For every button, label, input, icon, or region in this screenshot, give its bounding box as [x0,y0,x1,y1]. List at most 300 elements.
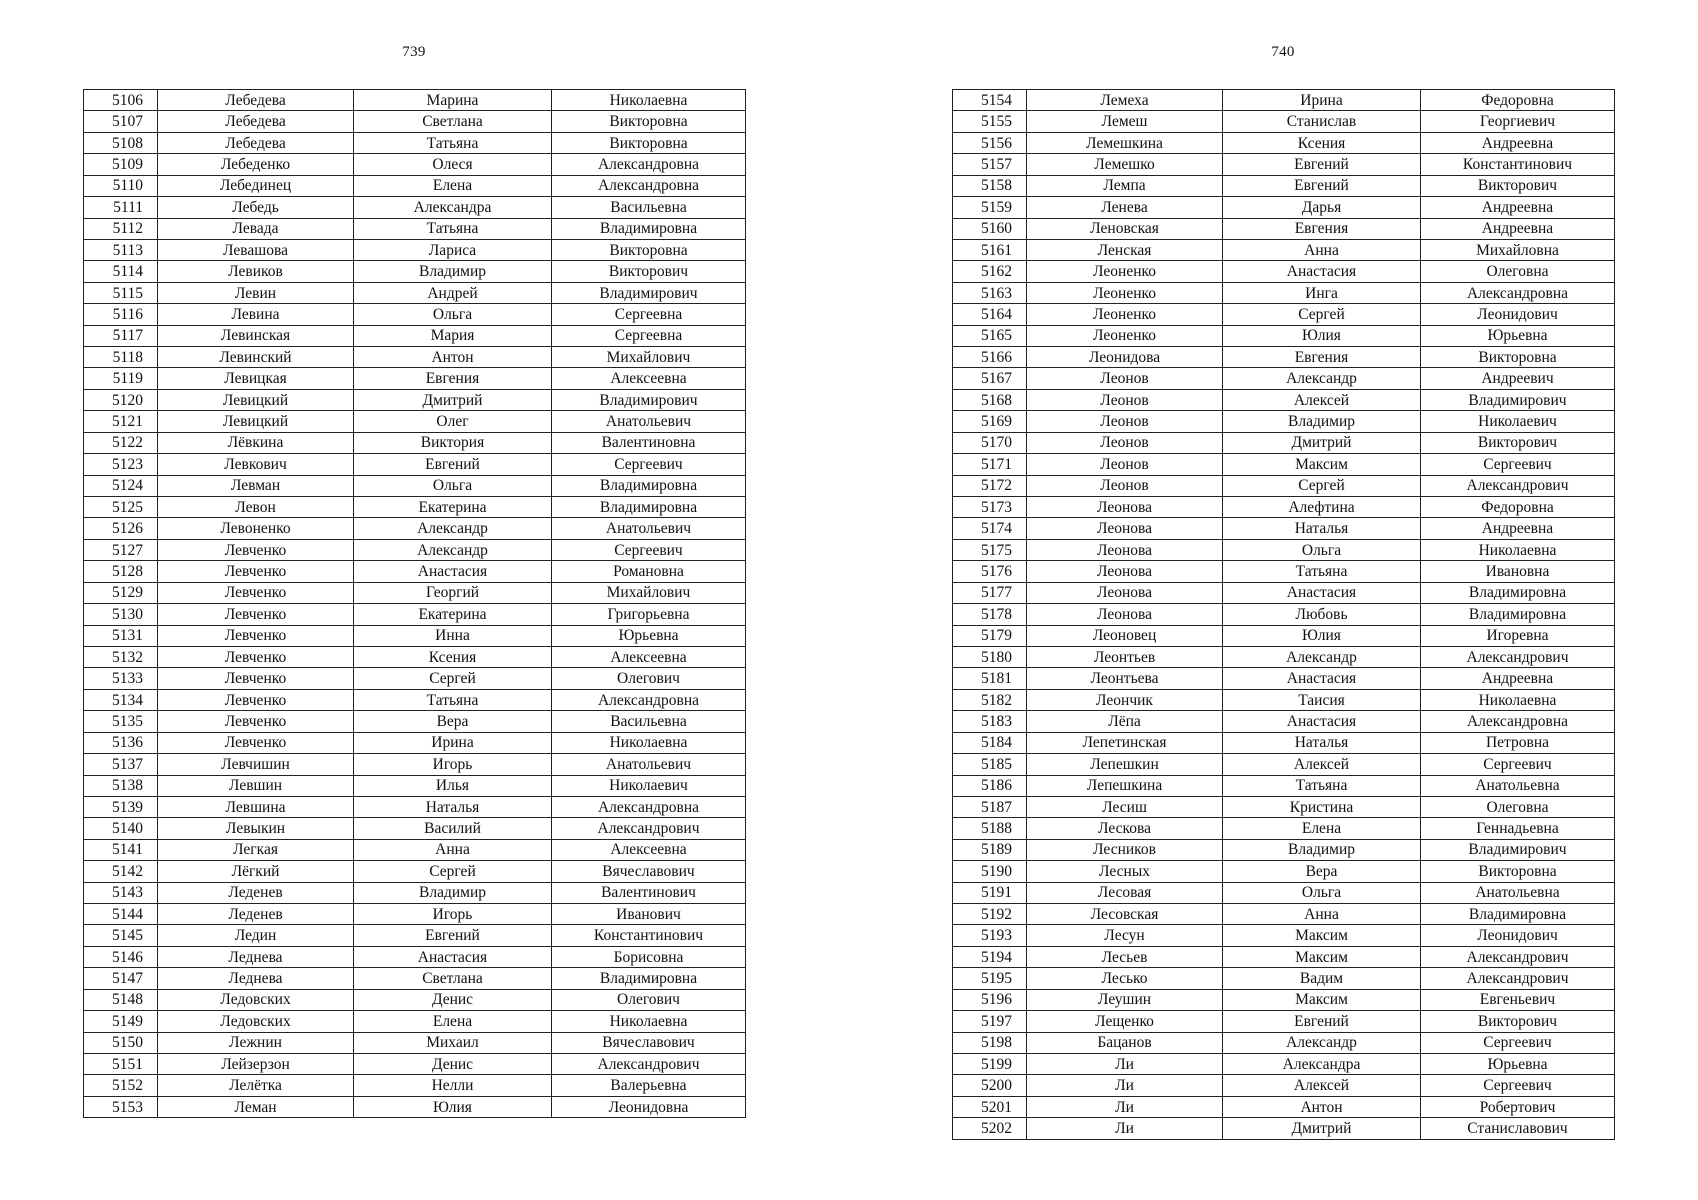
table-row [84,347,746,368]
patronymic-cell: Викторович [1421,1011,1615,1032]
row-number-cell: 5200 [953,1075,1027,1096]
patronymic-cell: Николаевна [552,732,746,753]
table-row [84,625,746,646]
first-name-cell: Александр [1223,1032,1421,1053]
first-name-cell: Евгения [354,368,552,389]
table-row [953,668,1615,689]
first-name-cell: Александр [354,539,552,560]
surname-cell: Лепетинская [1027,732,1223,753]
first-name-cell: Максим [1223,989,1421,1010]
page-number: 739 [402,44,426,60]
first-name-cell: Евгений [354,925,552,946]
table-row [84,1075,746,1096]
surname-cell: Лесовская [1027,904,1223,925]
patronymic-cell: Сергеевич [552,454,746,475]
first-name-cell: Василий [354,818,552,839]
surname-cell: Лейзерзон [158,1053,354,1074]
surname-cell: Лёвкина [158,432,354,453]
table-row [84,1096,746,1117]
surname-cell: Лепешкина [1027,775,1223,796]
table-row [84,239,746,260]
first-name-cell: Инна [354,625,552,646]
row-number-cell: 5154 [953,90,1027,111]
table-row [84,132,746,153]
patronymic-cell: Михайлович [552,582,746,603]
patronymic-cell: Валерьевна [552,1075,746,1096]
surname-cell: Лесников [1027,839,1223,860]
surname-cell: Леончик [1027,689,1223,710]
table-row [953,539,1615,560]
row-number-cell: 5167 [953,368,1027,389]
surname-cell: Леонова [1027,604,1223,625]
surname-cell: Лежнин [158,1032,354,1053]
surname-cell: Лёпа [1027,711,1223,732]
table-row [953,582,1615,603]
row-number-cell: 5157 [953,154,1027,175]
table-row [953,839,1615,860]
patronymic-cell: Михайлович [552,347,746,368]
table-row [84,968,746,989]
row-number-cell: 5179 [953,625,1027,646]
row-number-cell: 5199 [953,1053,1027,1074]
table-row [84,711,746,732]
table-row [84,1011,746,1032]
patronymic-cell: Владимирович [1421,839,1615,860]
patronymic-cell: Викторовна [552,239,746,260]
surname-cell: Лесько [1027,968,1223,989]
first-name-cell: Илья [354,775,552,796]
row-number-cell: 5168 [953,389,1027,410]
surname-cell: Левченко [158,561,354,582]
first-name-cell: Станислав [1223,111,1421,132]
first-name-cell: Татьяна [1223,775,1421,796]
patronymic-cell: Сергеевич [1421,454,1615,475]
table-row [953,175,1615,196]
first-name-cell: Михаил [354,1032,552,1053]
table-row [953,1032,1615,1053]
patronymic-cell: Олегович [552,668,746,689]
surname-cell: Лебединец [158,175,354,196]
patronymic-cell: Алексеевна [552,646,746,667]
patronymic-cell: Андреевна [1421,668,1615,689]
surname-cell: Легкая [158,839,354,860]
first-name-cell: Александр [1223,646,1421,667]
first-name-cell: Вадим [1223,968,1421,989]
table-row [953,1011,1615,1032]
row-number-cell: 5160 [953,218,1027,239]
table-row [84,861,746,882]
surname-cell: Левшина [158,796,354,817]
first-name-cell: Татьяна [354,218,552,239]
row-number-cell: 5201 [953,1096,1027,1117]
row-number-cell: 5172 [953,475,1027,496]
row-number-cell: 5115 [84,282,158,303]
row-number-cell: 5177 [953,582,1027,603]
first-name-cell: Кристина [1223,796,1421,817]
row-number-cell: 5112 [84,218,158,239]
surname-cell: Леонов [1027,389,1223,410]
patronymic-cell: Владимировна [552,497,746,518]
patronymic-cell: Иванович [552,904,746,925]
table-row [953,218,1615,239]
surname-cell: Леонова [1027,497,1223,518]
table-row [84,261,746,282]
row-number-cell: 5125 [84,497,158,518]
patronymic-cell: Владимировна [552,968,746,989]
table-row [953,604,1615,625]
surname-cell: Леонов [1027,454,1223,475]
table-row [953,1053,1615,1074]
patronymic-cell: Олеговна [1421,261,1615,282]
patronymic-cell: Николаевич [552,775,746,796]
surname-cell: Ли [1027,1096,1223,1117]
first-name-cell: Анастасия [1223,711,1421,732]
names-table [952,89,1615,1140]
patronymic-cell: Александровна [552,689,746,710]
surname-cell: Леоненко [1027,325,1223,346]
row-number-cell: 5131 [84,625,158,646]
table-row [84,325,746,346]
row-number-cell: 5109 [84,154,158,175]
first-name-cell: Сергей [354,861,552,882]
surname-cell: Левченко [158,646,354,667]
table-row [953,1075,1615,1096]
surname-cell: Лесиш [1027,796,1223,817]
first-name-cell: Ксения [354,646,552,667]
surname-cell: Леоненко [1027,304,1223,325]
table-row [953,239,1615,260]
table-row [84,518,746,539]
patronymic-cell: Михайловна [1421,239,1615,260]
table-row [84,154,746,175]
surname-cell: Лесьев [1027,946,1223,967]
first-name-cell: Александра [1223,1053,1421,1074]
patronymic-cell: Константинович [1421,154,1615,175]
row-number-cell: 5110 [84,175,158,196]
patronymic-cell: Николаевич [1421,411,1615,432]
table-row [84,368,746,389]
row-number-cell: 5143 [84,882,158,903]
patronymic-cell: Олеговна [1421,796,1615,817]
first-name-cell: Инга [1223,282,1421,303]
surname-cell: Левшин [158,775,354,796]
first-name-cell: Любовь [1223,604,1421,625]
surname-cell: Лемешкина [1027,132,1223,153]
patronymic-cell: Анатольевич [552,754,746,775]
first-name-cell: Евгения [1223,347,1421,368]
surname-cell: Лебедь [158,197,354,218]
row-number-cell: 5173 [953,497,1027,518]
surname-cell: Леденев [158,904,354,925]
row-number-cell: 5155 [953,111,1027,132]
surname-cell: Лемешко [1027,154,1223,175]
surname-cell: Левон [158,497,354,518]
row-number-cell: 5153 [84,1096,158,1117]
row-number-cell: 5165 [953,325,1027,346]
surname-cell: Лёгкий [158,861,354,882]
row-number-cell: 5117 [84,325,158,346]
surname-cell: Леонтьева [1027,668,1223,689]
row-number-cell: 5186 [953,775,1027,796]
first-name-cell: Антон [354,347,552,368]
table-row [84,197,746,218]
names-table-body [953,90,1615,1140]
row-number-cell: 5174 [953,518,1027,539]
table-row [953,882,1615,903]
patronymic-cell: Сергеевич [1421,754,1615,775]
row-number-cell: 5132 [84,646,158,667]
surname-cell: Леоновец [1027,625,1223,646]
surname-cell: Левман [158,475,354,496]
surname-cell: Левицкий [158,411,354,432]
first-name-cell: Анна [1223,239,1421,260]
patronymic-cell: Анатольевич [552,411,746,432]
first-name-cell: Татьяна [1223,561,1421,582]
patronymic-cell: Леонидович [1421,925,1615,946]
row-number-cell: 5148 [84,989,158,1010]
surname-cell: Левченко [158,668,354,689]
first-name-cell: Георгий [354,582,552,603]
surname-cell: Леонова [1027,539,1223,560]
first-name-cell: Виктория [354,432,552,453]
first-name-cell: Нелли [354,1075,552,1096]
row-number-cell: 5140 [84,818,158,839]
table-row [953,304,1615,325]
table-row [953,368,1615,389]
surname-cell: Леоненко [1027,261,1223,282]
table-row [953,646,1615,667]
row-number-cell: 5118 [84,347,158,368]
patronymic-cell: Александрович [552,818,746,839]
surname-cell: Левкович [158,454,354,475]
first-name-cell: Анастасия [354,946,552,967]
first-name-cell: Марина [354,90,552,111]
row-number-cell: 5188 [953,818,1027,839]
first-name-cell: Алексей [1223,1075,1421,1096]
first-name-cell: Дмитрий [354,389,552,410]
row-number-cell: 5121 [84,411,158,432]
table-row [84,1032,746,1053]
first-name-cell: Олег [354,411,552,432]
row-number-cell: 5146 [84,946,158,967]
table-row [953,90,1615,111]
table-row [953,132,1615,153]
table-row [84,304,746,325]
first-name-cell: Антон [1223,1096,1421,1117]
surname-cell: Левоненко [158,518,354,539]
first-name-cell: Максим [1223,946,1421,967]
first-name-cell: Вера [354,711,552,732]
row-number-cell: 5145 [84,925,158,946]
table-row [953,411,1615,432]
table-row [84,732,746,753]
surname-cell: Левина [158,304,354,325]
patronymic-cell: Федоровна [1421,90,1615,111]
table-row [84,175,746,196]
row-number-cell: 5180 [953,646,1027,667]
patronymic-cell: Владимировна [1421,604,1615,625]
row-number-cell: 5158 [953,175,1027,196]
table-row [84,1053,746,1074]
first-name-cell: Лариса [354,239,552,260]
first-name-cell: Андрей [354,282,552,303]
table-row [84,282,746,303]
patronymic-cell: Григорьевна [552,604,746,625]
table-row [84,689,746,710]
table-row [953,154,1615,175]
row-number-cell: 5181 [953,668,1027,689]
patronymic-cell: Владимирович [552,389,746,410]
table-row [953,1118,1615,1139]
table-row [84,904,746,925]
first-name-cell: Анастасия [1223,261,1421,282]
table-row [953,197,1615,218]
patronymic-cell: Владимирович [552,282,746,303]
table-row [84,754,746,775]
table-row [84,218,746,239]
first-name-cell: Евгений [354,454,552,475]
surname-cell: Бацанов [1027,1032,1223,1053]
row-number-cell: 5147 [84,968,158,989]
table-row [84,432,746,453]
first-name-cell: Дмитрий [1223,432,1421,453]
patronymic-cell: Александровна [1421,711,1615,732]
surname-cell: Левинский [158,347,354,368]
surname-cell: Лелётка [158,1075,354,1096]
row-number-cell: 5183 [953,711,1027,732]
patronymic-cell: Александровна [552,175,746,196]
table-row [953,925,1615,946]
row-number-cell: 5116 [84,304,158,325]
patronymic-cell: Васильевна [552,197,746,218]
surname-cell: Лесных [1027,861,1223,882]
table-row [84,582,746,603]
table-row [84,818,746,839]
patronymic-cell: Алексеевна [552,839,746,860]
first-name-cell: Наталья [1223,518,1421,539]
table-row [84,561,746,582]
patronymic-cell: Викторович [1421,432,1615,453]
row-number-cell: 5164 [953,304,1027,325]
table-row [953,796,1615,817]
first-name-cell: Анастасия [1223,582,1421,603]
patronymic-cell: Александрович [1421,646,1615,667]
row-number-cell: 5182 [953,689,1027,710]
row-number-cell: 5111 [84,197,158,218]
table-row [953,111,1615,132]
table-row [953,754,1615,775]
table-row [953,946,1615,967]
patronymic-cell: Андреевич [1421,368,1615,389]
surname-cell: Ленева [1027,197,1223,218]
patronymic-cell: Валентинович [552,882,746,903]
first-name-cell: Юлия [354,1096,552,1117]
first-name-cell: Ольга [1223,539,1421,560]
patronymic-cell: Сергеевна [552,325,746,346]
table-row [953,818,1615,839]
row-number-cell: 5184 [953,732,1027,753]
patronymic-cell: Анатольевна [1421,775,1615,796]
row-number-cell: 5196 [953,989,1027,1010]
surname-cell: Лебедева [158,132,354,153]
first-name-cell: Сергей [1223,475,1421,496]
table-row [84,946,746,967]
surname-cell: Лещенко [1027,1011,1223,1032]
patronymic-cell: Евгеньевич [1421,989,1615,1010]
row-number-cell: 5126 [84,518,158,539]
first-name-cell: Анна [1223,904,1421,925]
patronymic-cell: Робертович [1421,1096,1615,1117]
row-number-cell: 5193 [953,925,1027,946]
first-name-cell: Максим [1223,454,1421,475]
row-number-cell: 5133 [84,668,158,689]
patronymic-cell: Сергеевич [1421,1075,1615,1096]
patronymic-cell: Викторовна [552,111,746,132]
first-name-cell: Алексей [1223,389,1421,410]
first-name-cell: Анна [354,839,552,860]
patronymic-cell: Леонидович [1421,304,1615,325]
first-name-cell: Ксения [1223,132,1421,153]
first-name-cell: Денис [354,989,552,1010]
patronymic-cell: Борисовна [552,946,746,967]
surname-cell: Леонов [1027,475,1223,496]
table-row [84,882,746,903]
table-row [84,668,746,689]
row-number-cell: 5198 [953,1032,1027,1053]
patronymic-cell: Викторович [552,261,746,282]
surname-cell: Ли [1027,1053,1223,1074]
first-name-cell: Игорь [354,754,552,775]
first-name-cell: Алефтина [1223,497,1421,518]
table-row [84,90,746,111]
first-name-cell: Александр [354,518,552,539]
page-number: 740 [1271,44,1295,60]
surname-cell: Ленская [1027,239,1223,260]
patronymic-cell: Андреевна [1421,518,1615,539]
first-name-cell: Алексей [1223,754,1421,775]
patronymic-cell: Константинович [552,925,746,946]
row-number-cell: 5130 [84,604,158,625]
table-row [953,325,1615,346]
patronymic-cell: Александровна [552,154,746,175]
patronymic-cell: Викторовна [1421,347,1615,368]
patronymic-cell: Викторович [1421,175,1615,196]
surname-cell: Левченко [158,625,354,646]
patronymic-cell: Николаевна [1421,689,1615,710]
surname-cell: Левченко [158,711,354,732]
row-number-cell: 5171 [953,454,1027,475]
patronymic-cell: Вячеславович [552,861,746,882]
patronymic-cell: Анатольевич [552,518,746,539]
surname-cell: Лемеха [1027,90,1223,111]
patronymic-cell: Александрович [552,1053,746,1074]
first-name-cell: Евгений [1223,154,1421,175]
row-number-cell: 5192 [953,904,1027,925]
table-row [953,861,1615,882]
surname-cell: Левченко [158,732,354,753]
surname-cell: Леонова [1027,518,1223,539]
patronymic-cell: Юрьевна [1421,1053,1615,1074]
row-number-cell: 5194 [953,946,1027,967]
surname-cell: Лемпа [1027,175,1223,196]
patronymic-cell: Николаевна [552,90,746,111]
row-number-cell: 5185 [953,754,1027,775]
table-row [84,497,746,518]
table-row [953,1096,1615,1117]
patronymic-cell: Андреевна [1421,197,1615,218]
row-number-cell: 5139 [84,796,158,817]
row-number-cell: 5120 [84,389,158,410]
